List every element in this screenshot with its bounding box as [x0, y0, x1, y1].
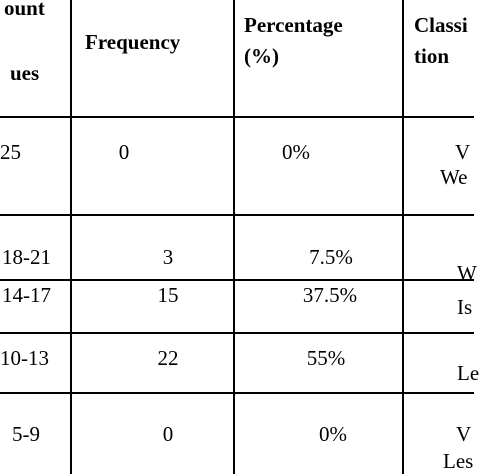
- table-column-divider: [402, 0, 404, 474]
- table-cell-percentage: 0%: [282, 140, 310, 164]
- table-cell-range: 14-17: [2, 283, 51, 307]
- header-percentage-line2: (%): [244, 44, 279, 68]
- table-cell-frequency: 0: [118, 140, 130, 164]
- table-cell-classification-line2: Les: [443, 449, 474, 473]
- header-classification-line1: Classi: [414, 13, 468, 37]
- table-cell-frequency: 22: [157, 346, 179, 370]
- table-row-divider: [0, 279, 474, 281]
- table-cell-percentage: 37.5%: [302, 283, 358, 307]
- header-count-line1: ount: [4, 0, 45, 20]
- table-row-divider: [0, 392, 474, 394]
- table-cell-percentage: 7.5%: [309, 245, 353, 269]
- table-column-divider: [233, 0, 235, 474]
- table-cell-range: 5-9: [12, 422, 40, 446]
- table-cell-frequency: 3: [162, 245, 174, 269]
- header-classification-line2: tion: [414, 44, 450, 68]
- table-cell-classification-line2: We: [440, 165, 468, 189]
- table-cell-percentage: 0%: [319, 422, 347, 446]
- table-row-divider: [0, 214, 474, 216]
- table-cell-frequency: 0: [162, 422, 174, 446]
- table-cell-classification-line1: Is: [457, 295, 473, 319]
- table-cell-range: 25: [0, 140, 21, 164]
- header-frequency: Frequency: [85, 30, 181, 54]
- table-cell-frequency: 15: [157, 283, 179, 307]
- table-cell-percentage: 55%: [306, 346, 346, 370]
- table-cell-range: 18-21: [2, 245, 51, 269]
- table-cell-classification-line1: V: [455, 140, 471, 164]
- table-cell-range: 10-13: [0, 346, 49, 370]
- table-row-divider: [0, 332, 474, 334]
- header-count-line2: ues: [10, 61, 40, 85]
- table-cell-classification-line1: W: [457, 261, 477, 285]
- header-percentage-line1: Percentage: [244, 13, 343, 37]
- table-cell-classification-line1: V: [456, 422, 472, 446]
- table-cell-classification-line1: Le: [457, 361, 479, 385]
- table-column-divider: [70, 0, 72, 474]
- table-row-divider: [0, 116, 474, 118]
